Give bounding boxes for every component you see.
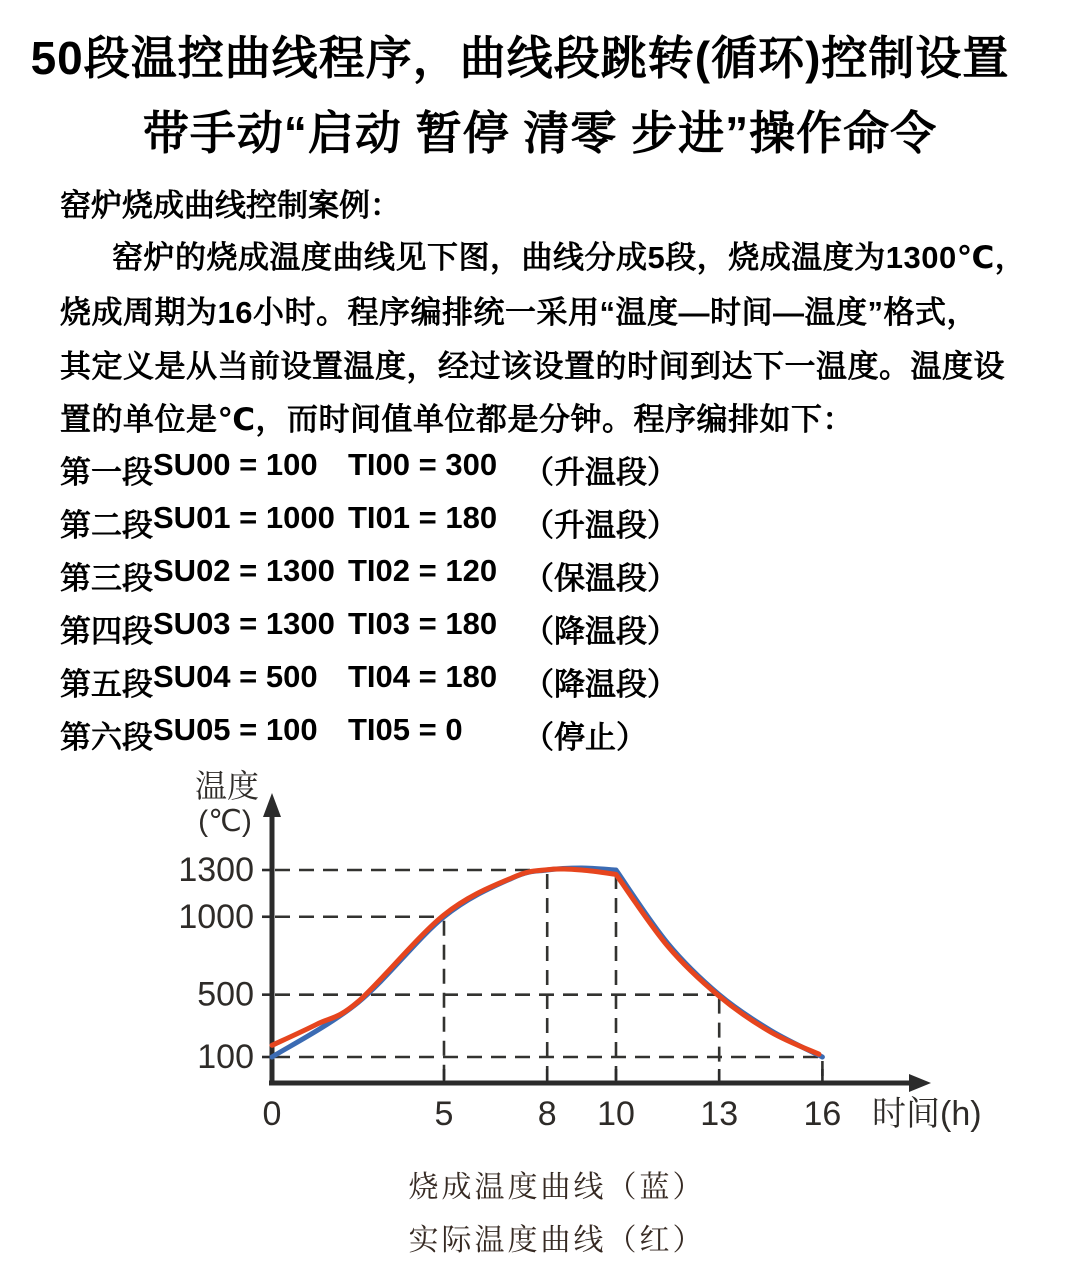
segment-ti: TI04 = 180	[348, 659, 498, 694]
intro-line: 置的单位是℃，而时间值单位都是分钟。程序编排如下：	[60, 402, 855, 437]
x-tick-label-0: 0	[262, 1095, 282, 1133]
actual-temperature-curve	[272, 869, 819, 1054]
y-axis-unit: (℃)	[198, 805, 252, 838]
segment-note: （降温段）	[523, 667, 678, 702]
segment-ti: TI01 = 180	[348, 500, 498, 535]
segment-su: SU05 = 100	[153, 712, 318, 747]
x-tick-label-10: 10	[597, 1095, 635, 1133]
segment-row	[60, 659, 678, 704]
y-tick-label-500: 500	[197, 975, 254, 1014]
x-tick-label-5: 5	[434, 1095, 454, 1133]
segment-no: 第六段	[60, 720, 153, 755]
page-title-line2: 带手动“启动 暂停 清零 步进”操作命令	[142, 107, 938, 159]
y-axis-arrow	[263, 793, 281, 817]
legend-set-curve: 烧成温度曲线（蓝）	[408, 1171, 706, 1204]
segment-row	[60, 447, 678, 492]
segment-no: 第四段	[60, 614, 153, 649]
segment-no: 第五段	[60, 667, 153, 702]
segment-su: SU03 = 1300	[153, 606, 335, 641]
segment-note: （升温段）	[523, 455, 678, 490]
page-title-line1: 50段温控曲线程序，曲线段跳转(循环)控制设置	[30, 32, 1010, 84]
segment-su: SU04 = 500	[153, 659, 318, 694]
intro-line: 其定义是从当前设置温度，经过该设置的时间到达下一温度。温度设	[60, 349, 1005, 384]
segment-no: 第一段	[60, 455, 153, 490]
segment-note: （降温段）	[523, 614, 678, 649]
legend-actual-curve: 实际温度曲线（红）	[408, 1224, 706, 1257]
y-tick-label-1000: 1000	[178, 897, 254, 936]
x-axis-arrow	[909, 1074, 931, 1092]
firing-curve-chart	[0, 750, 1080, 1155]
segment-su: SU02 = 1300	[153, 553, 335, 588]
segment-su: SU01 = 1000	[153, 500, 335, 535]
intro-line: 烧成周期为16小时。程序编排统一采用“温度—时间—温度”格式，	[60, 295, 978, 330]
segment-ti: TI03 = 180	[348, 606, 498, 641]
segment-row	[60, 500, 678, 545]
segment-row	[60, 553, 678, 598]
x-axis-title: 时间(h)	[872, 1095, 982, 1133]
segment-ti: TI05 = 0	[348, 712, 463, 747]
x-tick-label-13: 13	[700, 1095, 739, 1133]
y-tick-label-100: 100	[197, 1038, 254, 1076]
segment-row	[60, 606, 678, 651]
segment-ti: TI00 = 300	[348, 447, 498, 482]
y-axis-title: 温度	[194, 768, 260, 804]
x-tick-label-8: 8	[537, 1095, 557, 1133]
segment-no: 第三段	[60, 561, 153, 596]
segment-note: （停止）	[523, 720, 647, 755]
case-heading: 窑炉烧成曲线控制案例：	[60, 188, 401, 223]
y-tick-label-1300: 1300	[178, 851, 254, 890]
segment-su: SU00 = 100	[153, 447, 318, 482]
segment-note: （保温段）	[523, 561, 678, 596]
segment-note: （升温段）	[523, 508, 678, 543]
segment-no: 第二段	[60, 508, 153, 543]
intro-line: 窑炉的烧成温度曲线见下图，曲线分成5段，烧成温度为1300℃，	[112, 240, 1027, 275]
segment-ti: TI02 = 120	[348, 553, 498, 588]
x-tick-label-16: 16	[803, 1095, 842, 1133]
